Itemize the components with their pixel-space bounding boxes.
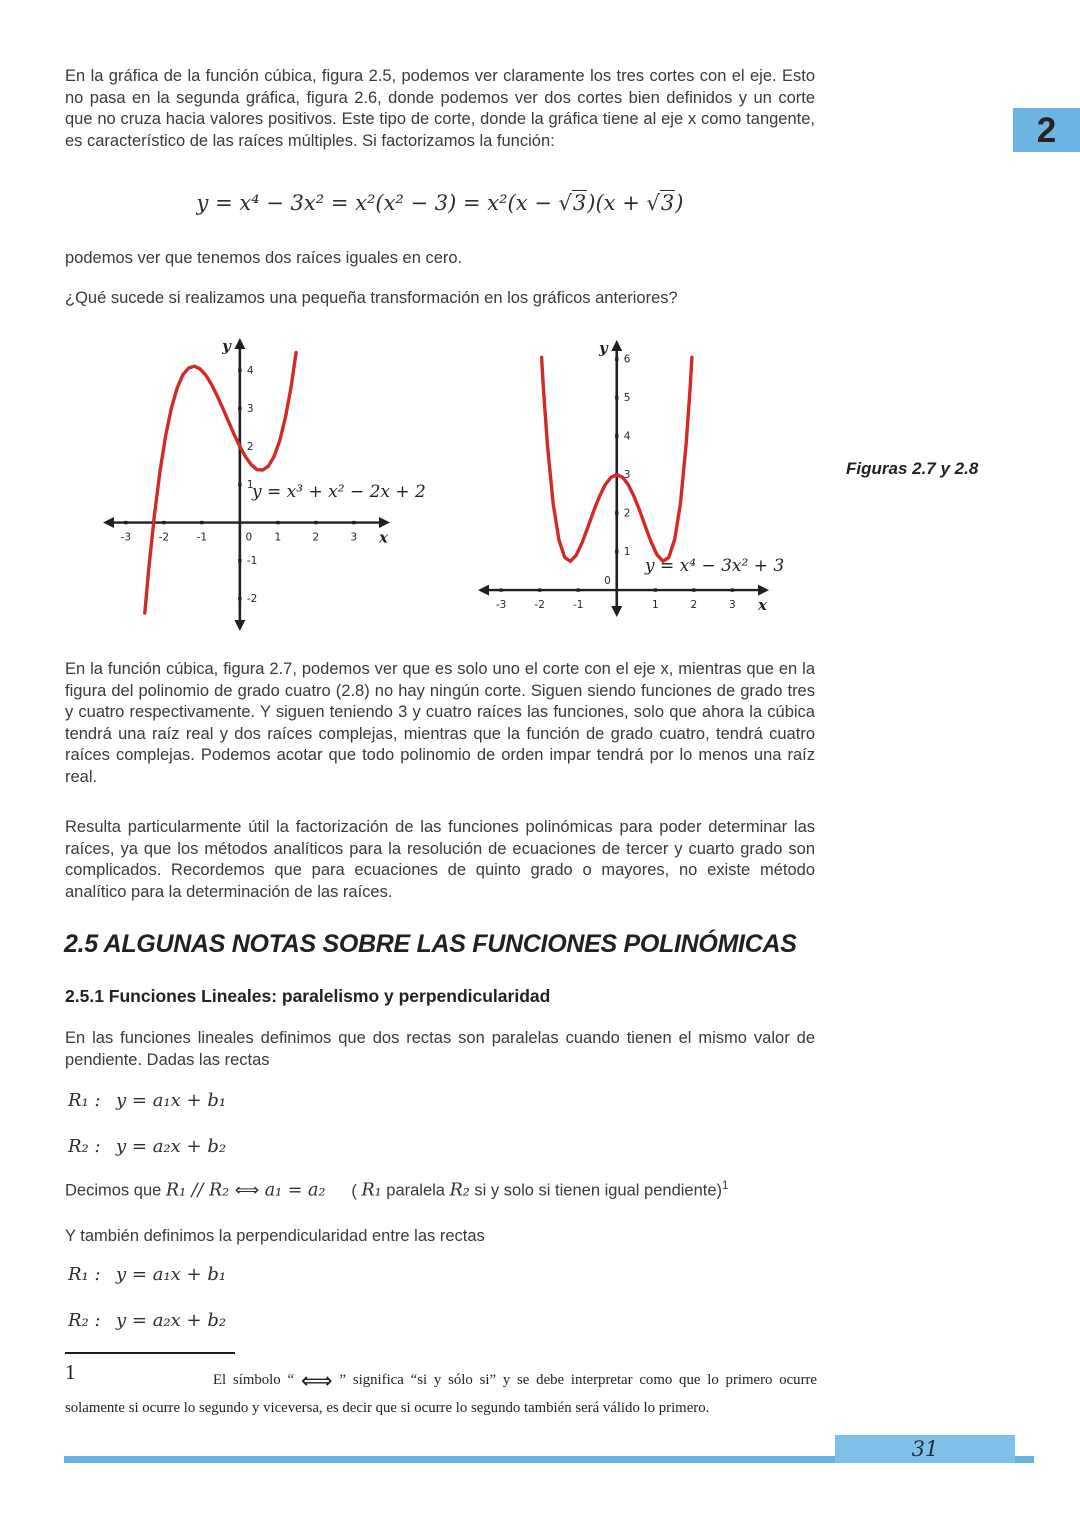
svg-text:5: 5 [623,392,631,405]
radicand: 3 [660,191,675,215]
svg-text:0: 0 [604,575,611,588]
paragraph-factorization-note: Resulta particularmente útil la factorización de las funciones polinómicas para poder determinar las raíces, ya que los métodos analíticos para la resolución de ecuaciones de tercer y cuarto grado son complicados. Recordemos que para ecuaciones de quinto grado o mayores, no existe método analítico para la determinación de las raíces. [65,818,815,901]
svg-text:-1: -1 [246,555,258,568]
svg-text:4: 4 [623,430,631,443]
chapter-tab [1013,108,1080,152]
paragraph-perpendicularity: Y también definimos la perpendicularidad entre las rectas [65,1227,485,1245]
paragraph-parallel-lines: En las funciones lineales definimos que dos rectas son paralelas cuando tienen el mismo valor de pendiente. Dadas las rectas [65,1029,815,1069]
paragraph-intro: En la gráfica de la función cúbica, figura 2.5, podemos ver claramente los tres cortes con el eje. Esto no pasa en la segunda gráfica, figura 2.6, donde podemos ver dos cortes bien definidos y un corte que no cruza hacia valores positivos. Este tipo de corte, donde la gráfica tiene al eje x como tangente, es característico de las raíces múltiples. Si factorizamos la función: [65,67,815,150]
svg-text:6: 6 [623,353,631,366]
svg-text:-2: -2 [158,531,170,544]
svg-text:-3: -3 [120,531,132,544]
svg-text:2: 2 [623,507,631,520]
footnote-marker: 1 [65,1360,76,1384]
line-r1-equation-2: R₁ : y = a₁x + b₁ [68,1264,227,1285]
svg-text:2: 2 [312,531,320,544]
svg-text:2: 2 [690,599,698,612]
svg-text:3: 3 [623,469,631,482]
svg-text:-3: -3 [495,599,507,612]
footnote-divider [65,1352,235,1354]
svg-text:x: x [379,528,388,547]
formula-factorization: y = x⁴ − 3x² = x²(x² − 3) = x²(x − √3)(x + √3) [196,191,684,215]
svg-text:-2: -2 [246,593,258,606]
figure-2-7-cubic-graph [103,338,426,631]
figure-2-8-quartic-graph [478,340,785,617]
radical-sign: √ [646,191,660,215]
figure-2-8-equation: y = x⁴ − 3x² + 3 [645,556,785,576]
svg-text:-2: -2 [534,599,545,612]
svg-text:x: x [758,596,767,615]
svg-text:3: 3 [246,402,254,415]
figures-caption: Figuras 2.7 y 2.8 [846,459,979,478]
section-heading: 2.5 ALGUNAS NOTAS SOBRE LAS FUNCIONES POLINÓMICAS [64,930,797,958]
paragraph-roots-zero: podemos ver que tenemos dos raíces iguales en cero. [65,249,463,267]
svg-text:-1: -1 [196,531,208,544]
svg-text:3: 3 [729,599,736,612]
parallel-definition-line: Decimos que R₁ // R₂ ⟺ a₁ = a₂ ( R₁ paralela R₂ si y solo si tienen igual pendiente)$^1$ [65,1180,729,1201]
svg-text:1: 1 [274,531,282,544]
svg-text:-1: -1 [572,599,584,612]
line-r2-equation: R₂ : y = a₂x + b₂ [68,1136,227,1157]
svg-text:0: 0 [245,531,253,544]
line-r2-equation-2: R₂ : y = a₂x + b₂ [68,1310,227,1331]
svg-text:1: 1 [651,599,659,612]
svg-text:2: 2 [246,440,254,453]
svg-text:1: 1 [623,546,631,559]
svg-text:y: y [222,338,231,355]
svg-text:y: y [599,340,608,357]
footnote-reference: 1 [722,1180,729,1192]
iff-arrow: ⟺ [234,1180,260,1201]
radicand: 3 [572,191,587,215]
page-number-box [835,1435,1015,1463]
paragraph-question: ¿Qué sucede si realizamos una pequeña transformación en los gráficos anteriores? [65,289,678,307]
subsection-heading: 2.5.1 Funciones Lineales: paralelismo y perpendicularidad [65,986,551,1006]
footnote-text: El símbolo “ ⟺ ” significa “si y sólo si” y se debe interpretar como que lo primero ocurre solamente si ocurre lo segundo y viceversa, es decir que si ocurre lo segundo también será válido lo primero. [65,1368,817,1416]
svg-text:4: 4 [246,364,254,377]
page-number: 31 [911,1437,939,1461]
figure-2-7-equation: y = x³ + x² − 2x + 2 [252,482,426,502]
svg-text:1: 1 [246,479,254,491]
iff-arrow-large: ⟺ [300,1368,333,1394]
paragraph-figure-discussion: En la función cúbica, figura 2.7, podemos ver que es solo uno el corte con el eje x, mientras que en la figura del polinomio de grado cuatro (2.8) no hay ningún corte. Siguen siendo funciones de grado tres y cuatro respectivamente. Y siguen teniendo 3 y cuatro raíces las funciones, solo que ahora la cúbica tendrá una raíz real y dos raíces complejas, mientras que la función de grado cuatro, tendrá cuatro raíces complejas. Podemos acotar que todo polinomio de orden impar tendrá por lo menos una raíz real. [65,660,815,786]
line-r1-equation: R₁ : y = a₁x + b₁ [68,1090,227,1111]
svg-text:3: 3 [350,531,358,544]
radical-sign: √ [558,191,572,215]
chapter-number: 2 [1036,110,1057,150]
